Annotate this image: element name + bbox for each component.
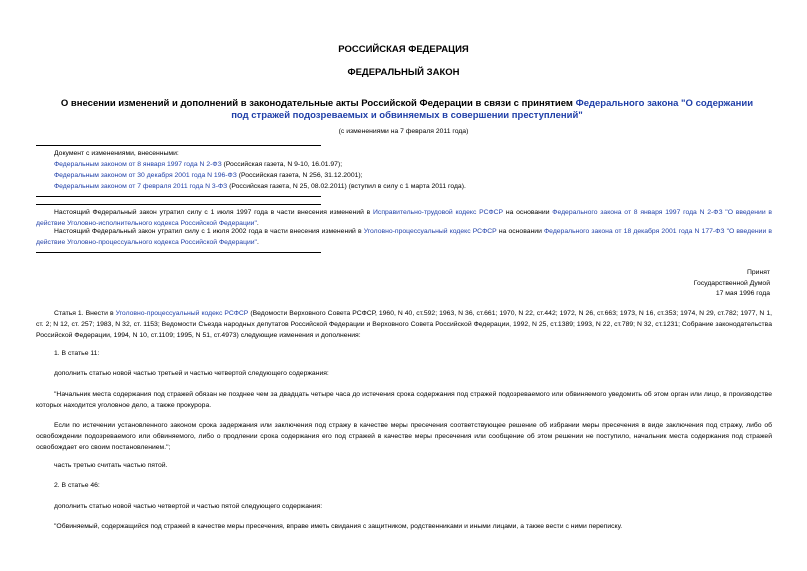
expiry-2-text-c: . <box>256 239 259 246</box>
change-item-2 <box>54 170 363 182</box>
accepted-line-1: Принят <box>746 269 770 276</box>
expiry-1-text-b: на основании <box>503 209 553 216</box>
expiry-paragraph-2 <box>36 226 772 248</box>
edits-note: (с изменениями на 7 февраля 2011 года) <box>338 128 469 135</box>
quote-paragraph-2: Если по истечении установленного законом срока задержания или заключения под стражу в качестве меры пресечения соответствующее решение об избрании меры пресечения в виде заключения под стражу, либо об освобождении подозреваемого или обвиняемого, либо о продлении срока содержания его под стражей в качестве меры пресечения или сообщение об этом решении не поступило, начальник места содержания под стражей освобождает его своим постановлением."; <box>36 422 772 451</box>
divider-middle <box>36 196 321 197</box>
expiry-1-text-a: Настоящий Федеральный закон утратил силу с 1 июля 1997 года в части внесения изменений в <box>54 209 374 216</box>
expiry-1-link-law[interactable]: Федерального закона от 8 января 1997 года N 2-ФЗ "О введении в действие Уголовно-исполнительного кодекса Российской Федерации" <box>36 209 772 227</box>
expiry-2-text-b: на основании <box>496 228 545 235</box>
add-parts-1: дополнить статью новой частью третьей и частью четвертой следующего содержания: <box>54 370 329 377</box>
expiry-1-text-c: . <box>256 220 259 227</box>
change-item-3-link[interactable]: Федеральным законом от 7 февраля 2011 года N 3-ФЗ <box>54 183 228 190</box>
accepted-line-2: Государственной Думой <box>693 279 770 287</box>
article-1-text-b: (Ведомости Верховного Совета РСФСР, 1960, N 40, ст.592; 1963, N 36, ст.661; 1970, N 22, ст.442; 1972, N 26, ст.663; 1973, N 16, ст.353; 1974, N 29, ст.782; 1977, N 1, ст. 2; N 12, ст. 257; 1983, N 32, ст. 1153; Ведомости Съезда народных депутатов Российской Федерации и Верховного Совета Российской Федерации, 1992, N 25, ст.1389; 1993, N 22, ст.789; N 32, ст.1231; Собрание законодательства Российской Федерации, 1994, N 10, ст.1109; 1995, N 51, ст.4973) следующие изменения и дополнения: <box>36 310 772 339</box>
change-item-1 <box>54 159 342 171</box>
country-title: РОССИЙСКАЯ ФЕДЕРАЦИЯ <box>338 44 469 55</box>
divider-expiry-bottom <box>36 252 321 253</box>
law-title-link[interactable]: Федерального закона "О содержании под стражей подозреваемых и обвиняемых в совершении преступлений" <box>231 98 754 121</box>
article-1-text-a: Статья 1. Внести в <box>54 310 116 317</box>
change-item-1-text: (Российская газета, N 9-10, 16.01.97); <box>221 161 343 168</box>
change-item-1-link[interactable]: Федеральным законом от 8 января 1997 года N 2-ФЗ <box>54 161 222 168</box>
article-1-link[interactable]: Уголовно-процессуальный кодекс РСФСР <box>115 310 249 317</box>
document-type-title: ФЕДЕРАЛЬНЫЙ ЗАКОН <box>347 67 460 78</box>
law-title <box>52 98 762 122</box>
change-item-2-text: (Российская газета, N 256, 31.12.2001); <box>236 172 363 179</box>
item-1: 1. В статье 11: <box>54 350 100 357</box>
quote-paragraph-1: "Начальник места содержания под стражей обязан не позднее чем за двадцать четыре часа до истечения срока содержания под стражей подозреваемого или обвиняемого уведомить об этом орган или лицо, в производстве которых находится уголовное дело, а также прокурора. <box>36 391 772 409</box>
expiry-2-link-law[interactable]: Федерального закона от 18 декабря 2001 года N 177-ФЗ "О введении в действие Уголовно-процессуального кодекса Российской Федерации" <box>36 228 773 246</box>
add-parts-2: дополнить статью новой частью четвертой и частью пятой следующего содержания: <box>54 503 323 510</box>
item-2: 2. В статье 46: <box>54 482 100 489</box>
change-item-3-text: (Российская газета, N 25, 08.02.2011) (вступил в силу с 1 марта 2011 года). <box>227 183 466 190</box>
accepted-line-3: 17 мая 1996 года <box>715 290 770 297</box>
change-item-3 <box>54 181 466 193</box>
law-title-text: О внесении изменений и дополнений в законодательные акты Российской Федерации в связи с принятием <box>60 98 576 109</box>
expiry-2-text-a: Настоящий Федеральный закон утратил силу с 1 июля 2002 года в части внесения изменений в <box>54 228 364 235</box>
divider-top <box>36 145 321 146</box>
quote-paragraph-3: "Обвиняемый, содержащийся под стражей в качестве меры пресечения, вправе иметь свидания с защитником, родственниками и иными лицами, а также вести с ними переписку. <box>54 523 623 530</box>
expiry-2-link-code[interactable]: Уголовно-процессуальный кодекс РСФСР <box>363 228 497 235</box>
divider-expiry-top <box>36 204 321 205</box>
change-item-2-link[interactable]: Федеральным законом от 30 декабря 2001 года N 196-ФЗ <box>54 172 237 179</box>
changes-label: Документ с изменениями, внесенными: <box>54 150 179 157</box>
article-1 <box>36 308 772 341</box>
accepted-block <box>694 268 770 300</box>
expiry-1-link-code[interactable]: Исправительно-трудовой кодекс РСФСР <box>373 209 504 216</box>
part-renumber: часть третью считать частью пятой. <box>54 462 168 469</box>
